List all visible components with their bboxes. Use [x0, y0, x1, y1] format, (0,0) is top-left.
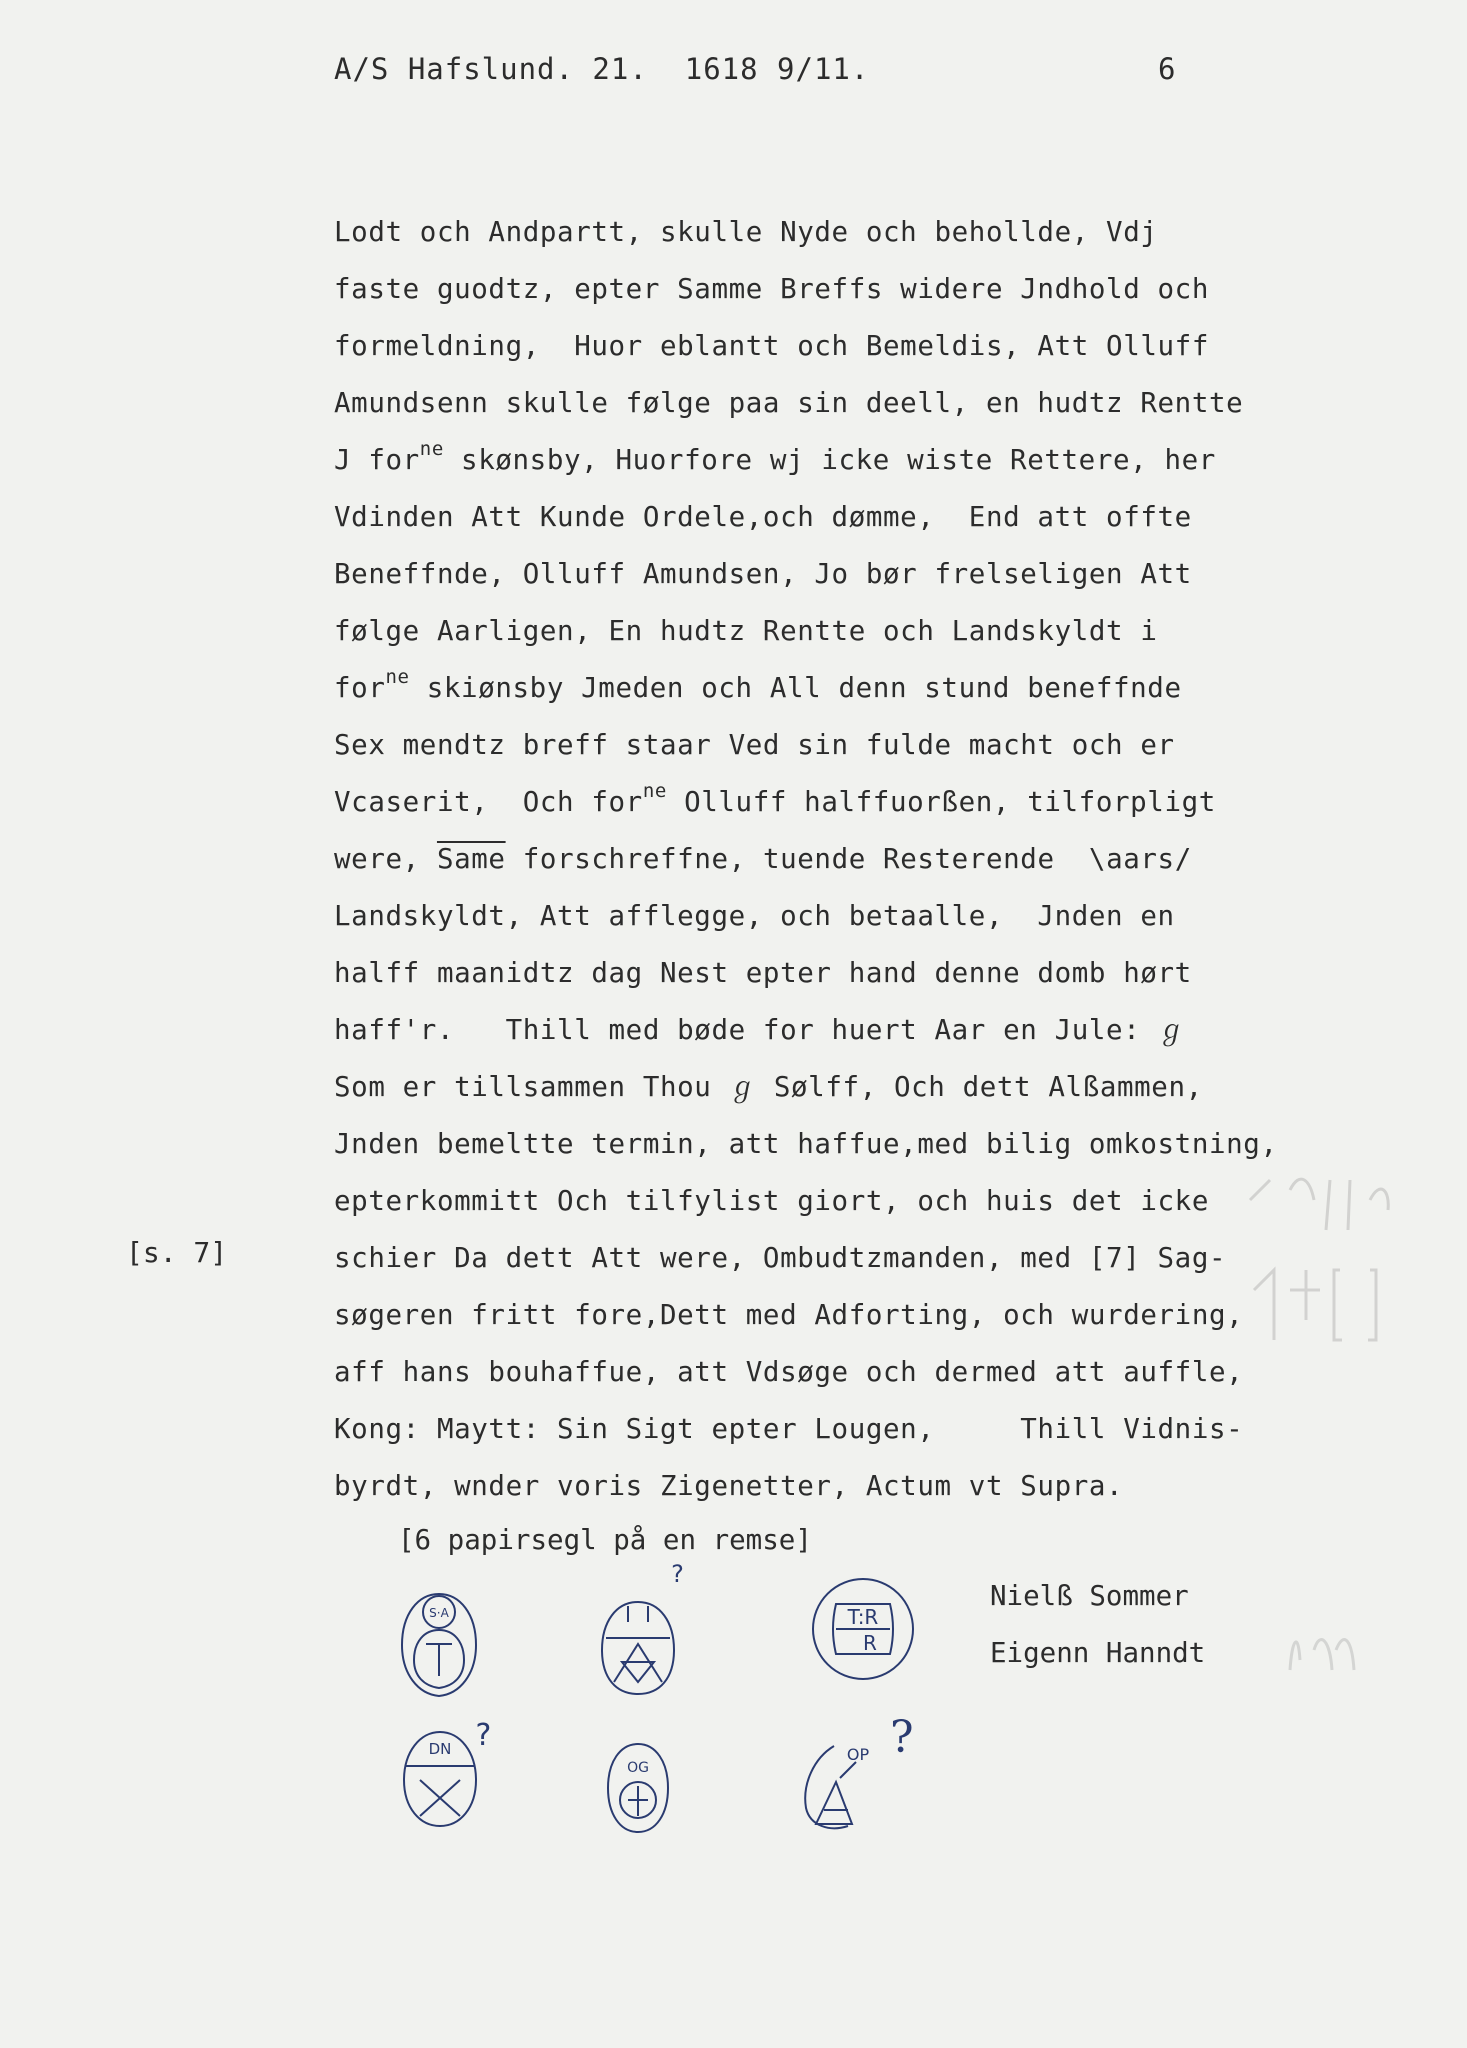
transcription-body	[334, 204, 1278, 1515]
seal-3-mark: R	[863, 1631, 877, 1655]
text-line: halff maanidtz dag Nest epter hand denne domb hørt	[334, 957, 1192, 989]
seal-6-initials: OP	[846, 1745, 870, 1764]
seal-drawing-6	[796, 1728, 896, 1834]
page-number: 6	[1158, 52, 1176, 86]
text-line: for$^{ne}$ skiønsby Jmeden och All denn stund beneffnde	[334, 666, 1182, 704]
text-line: Vdinden Att Kunde Ordele,och dømme, End att offte	[334, 501, 1192, 533]
text-line: søgeren fritt fore,Dett med Adforting, och wurdering,	[334, 1299, 1244, 1331]
seal-caption: [6 papirsegl på en remse]	[398, 1524, 812, 1556]
text-line: Som er tillsammen Thou ℊ Sølff, Och dett Alßammen,	[334, 1071, 1203, 1103]
seal-drawing-3	[808, 1574, 918, 1684]
margin-page-note: [s. 7]	[126, 1236, 228, 1269]
superscript: ne	[385, 666, 410, 688]
seal-drawing-5	[604, 1738, 672, 1838]
text-line: Landskyldt, Att afflegge, och betaalle, Jnden en	[334, 900, 1175, 932]
text-line: Lodt och Andpartt, skulle Nyde och behollde, Vdj	[334, 216, 1158, 248]
handwritten-question-mark: ?	[670, 1560, 685, 1588]
signature-name: Nielß Sommer	[990, 1580, 1189, 1612]
signature-hand: Eigenn Hanndt	[990, 1637, 1206, 1669]
text-line: were, Same forschreffne, tuende Resterende \aars/	[334, 843, 1192, 875]
handwritten-question-mark: ?	[474, 1718, 493, 1753]
seal-5-initials: OG	[627, 1760, 649, 1776]
page-header: A/S Hafslund. 21. 1618 9/11.	[334, 52, 870, 86]
bleed-through-marks	[1280, 1620, 1360, 1690]
text-line: haff'r. Thill med bøde for huert Aar en Jule: ℊ	[334, 1014, 1186, 1046]
text-line: Kong: Maytt: Sin Sigt epter Lougen, Thill Vidnis-	[334, 1413, 1244, 1445]
text-line: følge Aarligen, En hudtz Rentte och Landskyldt i	[334, 615, 1158, 647]
text-line: Beneffnde, Olluff Amundsen, Jo bør frelseligen Att	[334, 558, 1192, 590]
text-line: schier Da dett Att were, Ombudtzmanden, med [7] Sag-	[334, 1242, 1227, 1274]
text-line: Sex mendtz breff staar Ved sin fulde macht och er	[334, 729, 1175, 761]
text-line: Vcaserit, Och for$^{ne}$ Olluff halffuorßen, tilforpligt	[334, 780, 1216, 818]
seal-1-initials: S·A	[429, 1606, 449, 1620]
text-line: aff hans bouhaffue, att Vdsøge och dermed att auffle,	[334, 1356, 1244, 1388]
handwritten-question-mark: ?	[890, 1712, 914, 1763]
text-line: Jnden bemeltte termin, att haffue,med bilig omkostning,	[334, 1128, 1278, 1160]
seal-drawing-1	[398, 1590, 480, 1700]
seal-drawing-2	[598, 1598, 678, 1698]
text-line: faste guodtz, epter Samme Breffs widere Jndhold och	[334, 273, 1209, 305]
text-line: byrdt, wnder voris Zigenetter, Actum vt Supra.	[334, 1470, 1124, 1502]
text-line: epterkommitt Och tilfylist giort, och huis det icke	[334, 1185, 1209, 1217]
seal-drawing-4	[400, 1726, 480, 1832]
superscript: ne	[419, 438, 444, 460]
abbreviation-mark: Same	[436, 843, 506, 875]
superscript: ne	[642, 780, 667, 802]
bleed-through-marks	[1230, 1140, 1400, 1370]
seal-3-initials: T:R	[847, 1605, 879, 1629]
text-line: J for$^{ne}$ skønsby, Huorfore wj icke wiste Rettere, her	[334, 438, 1216, 476]
seal-4-initials: DN	[428, 1740, 452, 1758]
text-line: formeldning, Huor eblantt och Bemeldis, Att Olluff	[334, 330, 1209, 362]
text-line: Amundsenn skulle følge paa sin deell, en hudtz Rentte	[334, 387, 1244, 419]
